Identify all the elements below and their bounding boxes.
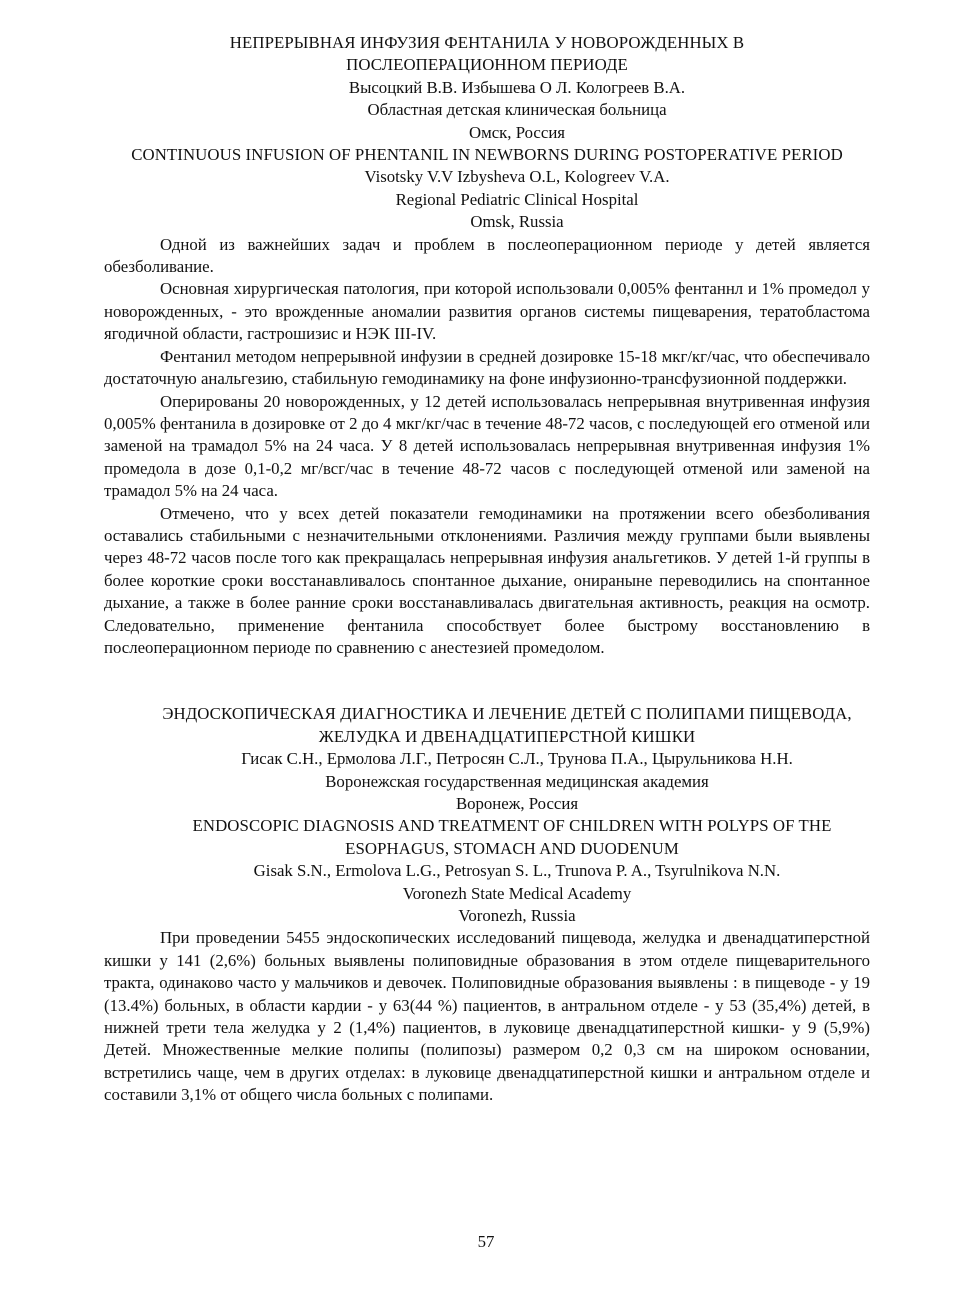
article-authors-ru: Высоцкий В.В. Избышева О Л. Кологреев В.А. <box>348 77 686 97</box>
page-number: 57 <box>477 1232 495 1251</box>
article-city-en: Voronezh, Russia <box>458 906 576 926</box>
body-paragraph: Основная хирургическая патология, при которой использовали 0,005% фентаннл и 1% промедол у новорожденных, - это врожденные аномалии развития органов системы пищеварения, тератобластома ягодичной области, гастрошизис и НЭК III-IV. <box>104 279 870 344</box>
article-fentanyl <box>104 32 870 659</box>
article-institution-ru: Областная детская клиническая больница <box>367 100 667 120</box>
body-paragraph: Оперированы 20 новорожденных, у 12 детей использовалась непрерывная внутривенная инфузия 0,005% фентанила в дозировке от 2 до 4 мкг/кг/час в течение 48-72 часов, с последующей его отменой или заменой на трамадол 5% на 24 часа. У 8 детей использовалась непрерывная внутривенная инфузия 1% промедола в дозе 0,1-0,2 мг/всг/час в течение 48-72 часов с последующей отменой или заменой на трамадол 5% на 24 часа. <box>104 391 870 501</box>
article-separator <box>104 659 870 703</box>
article-institution-en: Voronezh State Medical Academy <box>402 883 632 903</box>
article-institution-ru: Воронежская государственная медицинская академия <box>325 771 709 791</box>
body-paragraph: При проведении 5455 эндоскопических исследований пищевода, желудка и двенадцатиперстной кишки у 141 (2,6%) больных выявлены полиповидные образования в этом отделе пищеварительного тракта, одинаково часто у мальчиков и девочек. Полиповидные образования выявлены : в пищеводе - у 19 (13.4%) больных, в области кардии - у 63(44 %) пациентов, в антральном отделе - у 53 (35,4%) детей, в нижней трети тела желудка у 2 (1,4%) пациентов, в луковице двенадцатиперстной кишки- у 9 (5,9%) Детей. Множественные мелкие полипы (полипозы) размером 0,2 0,3 см на широком основании, встретились чаще, чем в других отделах: в луковице двенадцатиперстной кишки и антральном отделе и составили 3,1% от общего числа больных с полипами. <box>104 928 870 1105</box>
article-title-ru: ЭНДОСКОПИЧЕСКАЯ ДИАГНОСТИКА И ЛЕЧЕНИЕ ДЕТЕЙ С ПОЛИПАМИ ПИЩЕВОДА, ЖЕЛУДКА И ДВЕНАДЦАТИПЕРСТНОЙ КИШКИ <box>162 704 852 746</box>
body-paragraph: Отмечено, что у всех детей показатели гемодинамики на протяжении всего обезболивания оставались стабильными с незначительными отклонениями. Различия между группами были выявлены через 48-72 часов после того как прекращалась непрерывная инфузия анальгетиков. У детей 1-й группы в более короткие сроки восстанавливалось спонтанное дыхание, онираныне переводились на спонтанное дыхание, а также в более ранние сроки восстанавливалась двигательная активность, реакция на осмотр. Следовательно, применение фентанила способствует более быстрому восстановлению в послеоперационном периоде по сравнению с анестезией промедолом. <box>104 503 870 657</box>
article-authors-ru: Гисак С.Н., Ермолова Л.Г., Петросян С.Л., Трунова П.А., Цырульникова Н.Н. <box>241 749 793 769</box>
body-paragraph: Фентанил методом непрерывной инфузии в средней дозировке 15-18 мкг/кг/час, что обеспечивало достаточную анальгезию, стабильную гемодинамику на фоне инфузионно-трансфузионной поддержки. <box>104 346 870 389</box>
article-city-ru: Воронеж, Россия <box>455 794 579 813</box>
article-authors-en: Visotsky V.V Izbysheva O.L, Kologreev V.A. <box>364 167 670 187</box>
article-authors-en: Gisak S.N., Ermolova L.G., Petrosyan S. L., Trunova P. A., Tsyrulnikova N.N. <box>253 861 781 881</box>
article-title-en: ENDOSCOPIC DIAGNOSIS AND TREATMENT OF CHILDREN WITH POLYPS OF THE ESOPHAGUS, STOMACH AND DUODENUM <box>192 816 832 858</box>
article-endoscopy <box>104 703 870 1106</box>
document-page <box>104 32 870 1107</box>
article-city-ru: Омск, Россия <box>468 122 566 142</box>
article-title-ru: НЕПРЕРЫВНАЯ ИНФУЗИЯ ФЕНТАНИЛА У НОВОРОЖДЕННЫХ В ПОСЛЕОПЕРАЦИОННОМ ПЕРИОДЕ <box>229 33 745 75</box>
article-city-en: Omsk, Russia <box>470 212 564 232</box>
article-title-en: CONTINUOUS INFUSION OF PHENTANIL IN NEWBORNS DURING POSTOPERATIVE PERIOD <box>131 145 843 165</box>
body-paragraph: Одной из важнейших задач и проблем в послеоперационном периоде у детей является обезболивание. <box>104 234 870 277</box>
article-institution-en: Regional Pediatric Clinical Hospital <box>395 189 639 209</box>
